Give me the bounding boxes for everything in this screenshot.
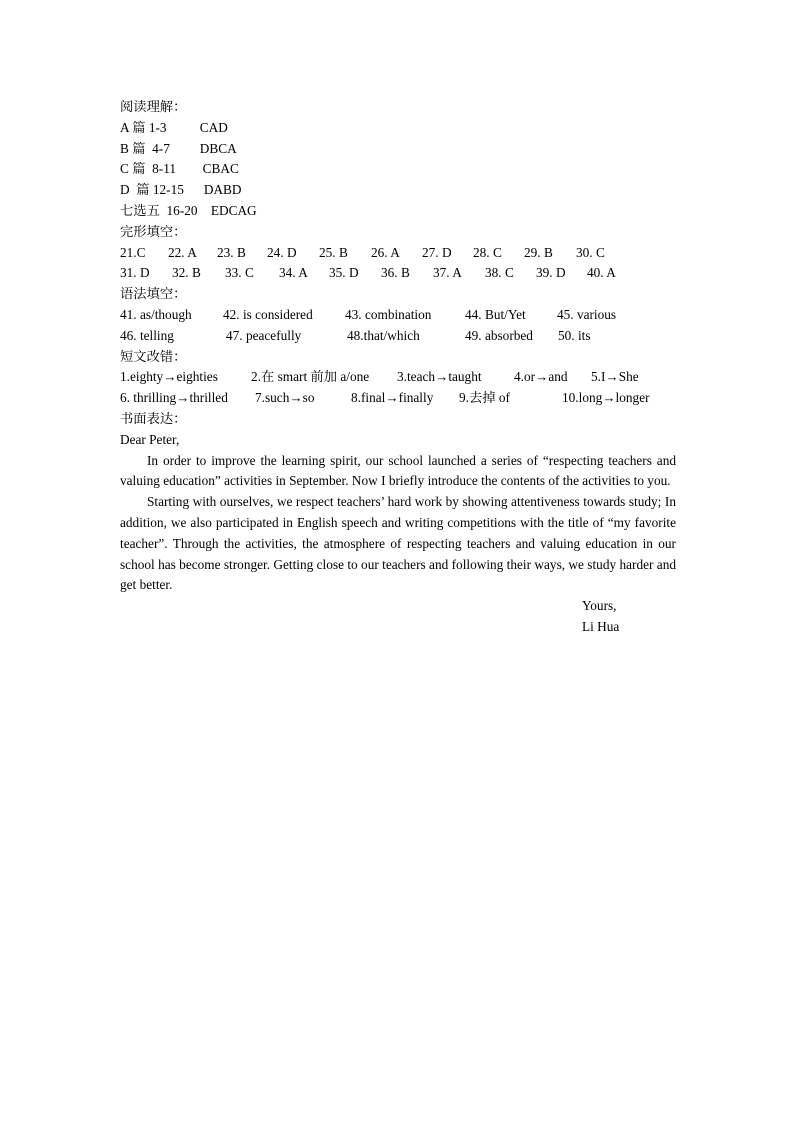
grammar-answer: 41. as/though xyxy=(120,306,192,322)
cloze-answer: 36. B xyxy=(381,265,410,281)
seven-choose-five-answer: 七选五 16-20 EDCAG xyxy=(120,202,257,218)
grammar-answer: 46. telling xyxy=(120,327,174,343)
cloze-answer: 25. B xyxy=(319,244,348,260)
cloze-answer: 37. A xyxy=(433,265,462,281)
grammar-answer: 43. combination xyxy=(345,306,432,322)
correction-answer: 8.final→finally xyxy=(351,390,434,406)
cloze-answer: 22. A xyxy=(168,244,197,260)
cloze-answer: 32. B xyxy=(172,265,201,281)
correction-answer: 10.long→longer xyxy=(562,390,650,406)
letter-signature: Li Hua xyxy=(582,618,620,634)
correction-answer: 2.在 smart 前加 a/one xyxy=(251,369,370,385)
cloze-answer: 30. C xyxy=(576,244,605,260)
correction-answers-row-2 xyxy=(120,388,676,409)
cloze-answer: 23. B xyxy=(217,244,246,260)
grammar-answer: 47. peacefully xyxy=(226,327,302,343)
grammar-answer: 48.that/which xyxy=(347,327,420,343)
grammar-answers-row-1 xyxy=(120,305,676,326)
cloze-answer: 33. C xyxy=(225,265,254,281)
reading-answer-b: B 篇 4-7 DBCA xyxy=(120,140,237,156)
correction-heading: 短文改错： xyxy=(120,348,187,364)
reading-answer-a: A 篇 1-3 CAD xyxy=(120,119,228,135)
cloze-answer: 27. D xyxy=(422,244,452,260)
correction-answer: 3.teach→taught xyxy=(397,369,482,385)
correction-answer: 4.or→and xyxy=(514,369,568,385)
cloze-answer: 21.C xyxy=(120,244,146,260)
cloze-answer: 26. A xyxy=(371,244,400,260)
grammar-answer: 42. is considered xyxy=(223,306,313,322)
reading-heading: 阅读理解： xyxy=(120,99,187,114)
cloze-answer: 34. A xyxy=(279,265,308,281)
answer-key-content xyxy=(120,97,676,638)
cloze-answer: 40. A xyxy=(587,265,616,281)
letter-paragraph-1: In order to improve the learning spirit, our school launched a series of “respecting teachers and valuing education” activities in September. Now I briefly introduce the contents of the activities to you. xyxy=(120,452,676,489)
letter-closing: Yours, xyxy=(582,598,617,614)
grammar-heading: 语法填空： xyxy=(120,286,187,302)
grammar-answer: 49. absorbed xyxy=(465,327,533,343)
cloze-answer: 35. D xyxy=(329,265,359,281)
cloze-answer: 29. B xyxy=(524,244,553,260)
grammar-answers-row-2 xyxy=(120,326,676,347)
cloze-answer: 38. C xyxy=(485,265,514,281)
correction-answer: 9.去掉 of xyxy=(459,390,510,406)
correction-answers-row-1 xyxy=(120,367,676,388)
cloze-answers-row-1 xyxy=(120,243,676,264)
correction-answer: 7.such→so xyxy=(255,390,315,406)
cloze-answer: 39. D xyxy=(536,265,566,281)
reading-answer-d: D 篇 12-15 DABD xyxy=(120,182,242,198)
grammar-answer: 50. its xyxy=(558,327,591,343)
grammar-answer: 45. various xyxy=(557,306,617,322)
correction-answer: 6. thrilling→thrilled xyxy=(120,390,228,406)
cloze-answer: 24. D xyxy=(267,244,297,260)
grammar-answer: 44. But/Yet xyxy=(465,306,526,322)
cloze-answer: 28. C xyxy=(473,244,502,260)
cloze-answers-row-2 xyxy=(120,263,676,284)
cloze-answer: 31. D xyxy=(120,265,150,281)
correction-answer: 5.I→She xyxy=(591,369,639,385)
letter-salutation: Dear Peter, xyxy=(120,431,180,447)
writing-heading: 书面表达： xyxy=(120,410,187,426)
cloze-heading: 完形填空： xyxy=(120,223,187,239)
correction-answer: 1.eighty→eighties xyxy=(120,369,218,385)
reading-answer-c: C 篇 8-11 CBAC xyxy=(120,161,239,177)
letter-paragraph-2: Starting with ourselves, we respect teachers’ hard work by showing attentiveness towards study; In addition, we also participated in English speech and writing competitions with the title of “my favorite teacher”. Through the activities, the atmosphere of respecting teachers and valuing education in our school has become stronger. Getting close to our teachers and following their ways, we study harder and get better. xyxy=(120,494,676,593)
